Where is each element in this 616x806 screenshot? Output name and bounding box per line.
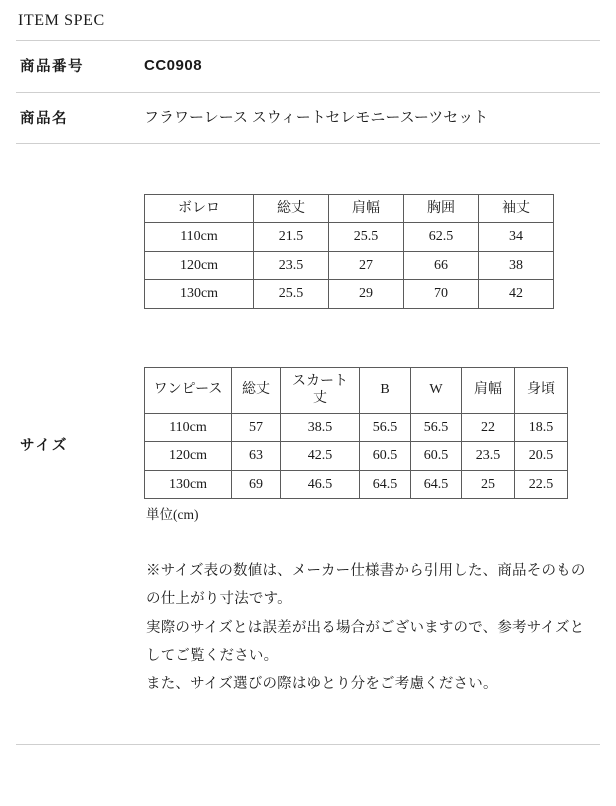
bolero-size-table (144, 194, 554, 309)
table-header-row (145, 194, 554, 223)
table-row (145, 470, 568, 499)
table-cell: 42 (479, 280, 554, 309)
table-header-cell: スカート丈 (281, 367, 360, 413)
table-cell: 22.5 (515, 470, 568, 499)
spec-row-size (16, 144, 600, 745)
size-note-line: ※サイズ表の数値は、メーカー仕様書から引用した、商品そのものの仕上がり寸法です。 (146, 563, 586, 608)
table-cell: 27 (329, 251, 404, 280)
table-cell: 120cm (145, 251, 254, 280)
table-cell: 56.5 (360, 413, 411, 442)
table-cell: 66 (404, 251, 479, 280)
table-cell: 63 (232, 442, 281, 471)
table-cell: 60.5 (411, 442, 462, 471)
bolero-table-body (145, 194, 554, 308)
table-cell: 46.5 (281, 470, 360, 499)
table-cell: 38 (479, 251, 554, 280)
table-cell: 60.5 (360, 442, 411, 471)
table-cell: 42.5 (281, 442, 360, 471)
table-row (145, 251, 554, 280)
table-cell: 25 (462, 470, 515, 499)
table-cell: 110cm (145, 223, 254, 252)
table-header-cell: 袖丈 (479, 194, 554, 223)
table-row (145, 442, 568, 471)
table-cell: 64.5 (360, 470, 411, 499)
table-header-cell: W (411, 367, 462, 413)
table-cell: 120cm (145, 442, 232, 471)
row-value: フラワーレース スウィートセレモニースーツセット (144, 109, 489, 126)
table-header-cell: 胸囲 (404, 194, 479, 223)
table-cell: 29 (329, 280, 404, 309)
unit-note: 単位(cm) (146, 507, 199, 523)
table-header-cell: 肩幅 (462, 367, 515, 413)
table-cell: 57 (232, 413, 281, 442)
table-header-cell: B (360, 367, 411, 413)
row-label: サイズ (20, 437, 69, 454)
table-cell: 23.5 (462, 442, 515, 471)
table-header-cell: 総丈 (232, 367, 281, 413)
size-notes (144, 523, 592, 698)
table-header-cell: ボレロ (145, 194, 254, 223)
dress-size-table (144, 367, 568, 500)
table-cell: 25.5 (254, 280, 329, 309)
table-cell: 64.5 (411, 470, 462, 499)
table-cell: 25.5 (329, 223, 404, 252)
table-cell: 130cm (145, 280, 254, 309)
table-cell: 62.5 (404, 223, 479, 252)
table-cell: 34 (479, 223, 554, 252)
dress-table-body (145, 367, 568, 499)
table-header-cell: ワンピース (145, 367, 232, 413)
table-cell: 110cm (145, 413, 232, 442)
size-note-line: 実際のサイズとは誤差が出る場合がございますので、参考サイズとしてご覧ください。 (146, 619, 585, 664)
table-cell: 130cm (145, 470, 232, 499)
size-note-line: また、サイズ選びの際はゆとり分をご考慮ください。 (146, 676, 498, 693)
size-tables-container (144, 182, 600, 707)
table-row (145, 223, 554, 252)
table-cell: 22 (462, 413, 515, 442)
table-cell: 18.5 (515, 413, 568, 442)
table-header-row (145, 367, 568, 413)
row-label: 商品名 (20, 110, 68, 127)
table-header-cell: 総丈 (254, 194, 329, 223)
spec-row-product-name (16, 93, 600, 145)
table-header-cell: 身頃 (515, 367, 568, 413)
table-header-cell: 肩幅 (329, 194, 404, 223)
table-cell: 70 (404, 280, 479, 309)
page-title: ITEM SPEC (18, 12, 105, 29)
row-value: CC0908 (144, 57, 203, 74)
table-cell: 23.5 (254, 251, 329, 280)
row-label: 商品番号 (20, 59, 84, 75)
table-row (145, 413, 568, 442)
table-row (145, 280, 554, 309)
table-cell: 56.5 (411, 413, 462, 442)
table-spacer (144, 309, 592, 367)
table-cell: 38.5 (281, 413, 360, 442)
table-cell: 21.5 (254, 223, 329, 252)
spec-row-product-number (16, 41, 600, 93)
table-cell: 69 (232, 470, 281, 499)
table-cell: 20.5 (515, 442, 568, 471)
